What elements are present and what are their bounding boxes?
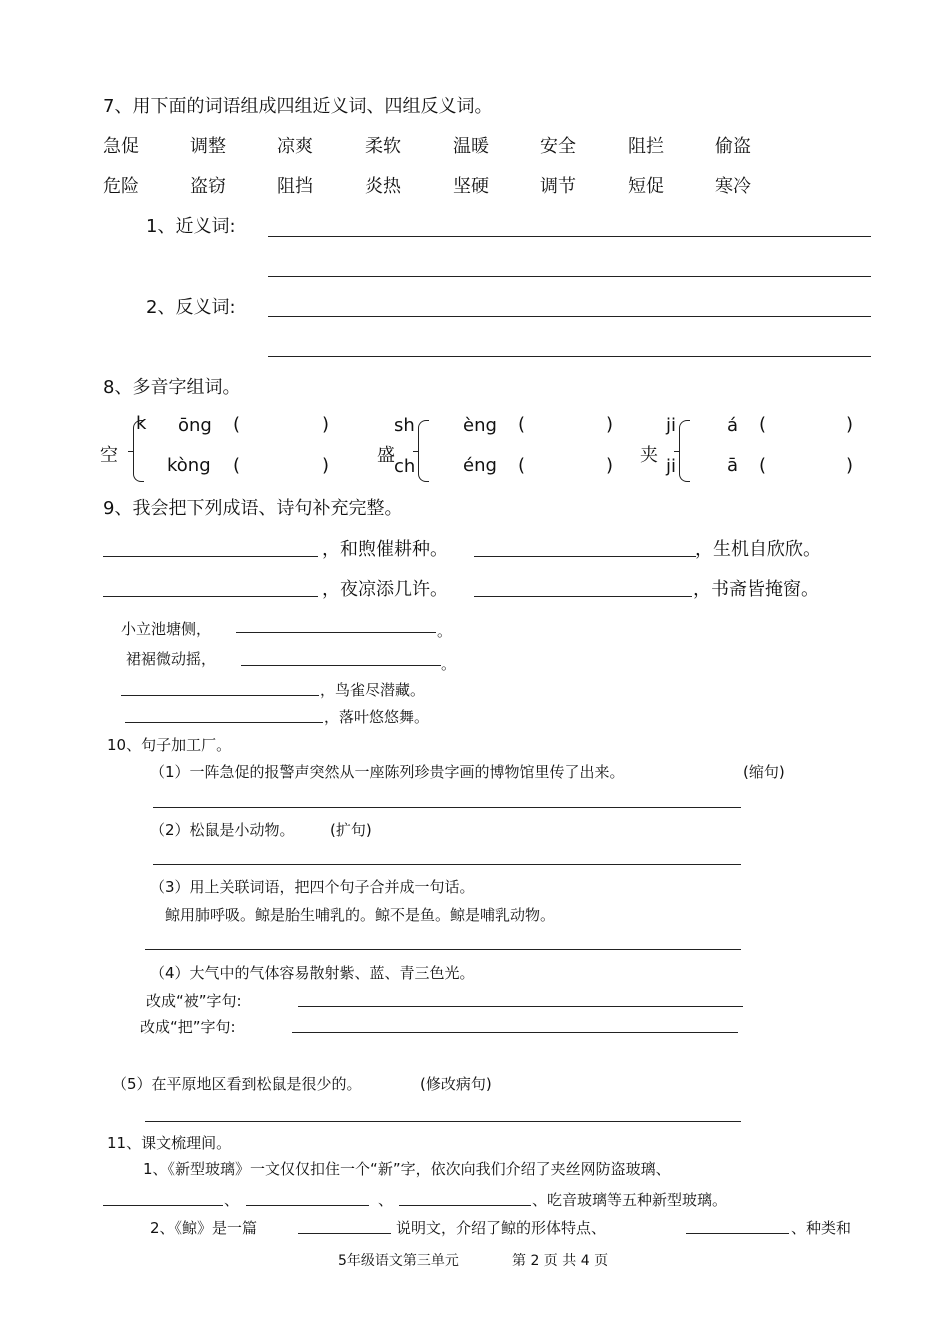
- fill-blank[interactable]: [246, 1205, 369, 1206]
- q11-title: 11、课文梳理间。: [107, 1134, 232, 1152]
- answer-line[interactable]: [153, 864, 741, 865]
- q11-para-2-start: 2、《鲸》是一篇: [150, 1219, 258, 1237]
- fill-blank[interactable]: [399, 1205, 531, 1206]
- pinyin-initial: ji: [666, 456, 677, 477]
- pinyin-final: èng: [463, 415, 497, 436]
- word: 炎热: [365, 176, 401, 197]
- paren-open: (: [233, 455, 241, 476]
- word: 急促: [103, 136, 139, 157]
- word: 温暖: [453, 136, 489, 157]
- paren-open: (: [233, 414, 241, 435]
- pinyin-final: éng: [463, 455, 497, 476]
- word: 安全: [540, 136, 576, 157]
- pinyin-initial: ji: [666, 415, 677, 436]
- word: 调整: [190, 136, 226, 157]
- paren-close: ): [322, 414, 330, 435]
- footer-unit: 5年级语文第三单元: [338, 1253, 459, 1269]
- word: 坚硬: [453, 176, 489, 197]
- paren-close: ): [606, 455, 614, 476]
- antonym-label: 2、反义词:: [146, 297, 236, 318]
- idiom-blank[interactable]: [474, 596, 692, 597]
- bei-label: 改成“被”字句:: [146, 992, 242, 1010]
- polyphone-char: 盛: [377, 445, 395, 466]
- word: 调节: [540, 176, 576, 197]
- poem-line: ，落叶悠悠舞。: [324, 708, 430, 726]
- bei-answer-line[interactable]: [298, 1006, 743, 1007]
- pinyin-initial: sh: [394, 415, 415, 436]
- pinyin-initial: ch: [394, 456, 416, 477]
- word: 短促: [628, 176, 664, 197]
- idiom-text: ，生机自欣欣。: [695, 539, 821, 560]
- fill-blank[interactable]: [686, 1233, 789, 1234]
- polyphone-char: 空: [100, 445, 118, 466]
- q11-para-1-end: 、吃音玻璃等五种新型玻璃。: [532, 1191, 728, 1209]
- sentence-2-tag: (扩句): [330, 821, 372, 839]
- antonym-answer-line-2[interactable]: [268, 356, 871, 357]
- idiom-text: ，书斋皆掩窗。: [693, 579, 819, 600]
- sentence-1: （1）一阵急促的报警声突然从一座陈列珍贵字画的博物馆里传了出来。: [150, 763, 625, 781]
- ba-label: 改成“把”字句:: [140, 1018, 236, 1036]
- brace-icon: [679, 420, 690, 482]
- word: 寒冷: [715, 176, 751, 197]
- paren-close: ): [606, 414, 614, 435]
- sentence-3: （3）用上关联词语，把四个句子合并成一句话。: [150, 878, 475, 896]
- word: 危险: [103, 176, 139, 197]
- fill-blank[interactable]: [298, 1233, 391, 1234]
- poem-period: 。: [441, 655, 457, 673]
- word: 凉爽: [277, 136, 313, 157]
- word: 柔软: [365, 136, 401, 157]
- brace-icon: [418, 420, 429, 482]
- poem-blank[interactable]: [125, 722, 323, 723]
- synonym-answer-line-1[interactable]: [268, 236, 871, 237]
- sentence-2: （2）松鼠是小动物。: [150, 821, 295, 839]
- pinyin-final: ā: [727, 455, 739, 476]
- sentence-1-tag: (缩句): [743, 763, 785, 781]
- sentence-5: （5）在平原地区看到松鼠是很少的。: [112, 1075, 362, 1093]
- poem-line: ，鸟雀尽潜藏。: [320, 681, 426, 699]
- q8-title: 8、多音字组词。: [103, 377, 241, 398]
- poem-line: 小立池塘侧，: [121, 620, 212, 638]
- antonym-answer-line-1[interactable]: [268, 316, 871, 317]
- pinyin-final: á: [727, 415, 739, 436]
- separator: 、: [224, 1191, 240, 1209]
- poem-blank[interactable]: [236, 632, 436, 633]
- word: 阻拦: [628, 136, 664, 157]
- fill-blank[interactable]: [103, 1205, 223, 1206]
- q11-para-1: 1、《新型玻璃》一文仅仅扣住一个“新”字，依次向我们介绍了夹丝网防盗玻璃、: [143, 1160, 671, 1178]
- paren-open: (: [518, 414, 526, 435]
- idiom-text: ，夜凉添几许。: [322, 579, 448, 600]
- answer-line[interactable]: [145, 949, 741, 950]
- answer-line[interactable]: [145, 1121, 741, 1122]
- sentence-3-text: 鲸用肺呼吸。鲸是胎生哺乳的。鲸不是鱼。鲸是哺乳动物。: [165, 906, 556, 924]
- polyphone-char: 夹: [640, 445, 658, 466]
- paren-close: ): [846, 455, 854, 476]
- q9-title: 9、我会把下列成语、诗句补充完整。: [103, 498, 403, 519]
- pinyin-initial: k: [136, 413, 147, 434]
- idiom-blank[interactable]: [103, 556, 318, 557]
- paren-open: (: [759, 455, 767, 476]
- q10-title: 10、句子加工厂。: [107, 736, 232, 754]
- poem-blank[interactable]: [241, 665, 441, 666]
- pinyin: kòng: [167, 455, 211, 476]
- paren-open: (: [759, 414, 767, 435]
- synonym-label: 1、近义词:: [146, 216, 236, 237]
- sentence-5-tag: (修改病句): [420, 1075, 492, 1093]
- idiom-blank[interactable]: [474, 556, 696, 557]
- poem-period: 。: [437, 622, 453, 640]
- idiom-blank[interactable]: [103, 596, 318, 597]
- answer-line[interactable]: [153, 807, 741, 808]
- pinyin-final: ōng: [178, 415, 212, 436]
- poem-blank[interactable]: [121, 695, 319, 696]
- footer-page-number: 第 2 页 共 4 页: [512, 1253, 609, 1269]
- word: 盗窃: [190, 176, 226, 197]
- ba-answer-line[interactable]: [292, 1032, 738, 1033]
- q11-para-2-end: 、种类和: [791, 1219, 852, 1237]
- poem-line: 裙裾微动摇，: [126, 650, 217, 668]
- paren-close: ): [846, 414, 854, 435]
- paren-open: (: [518, 455, 526, 476]
- synonym-answer-line-2[interactable]: [268, 276, 871, 277]
- sentence-4: （4）大气中的气体容易散射紫、蓝、青三色光。: [150, 964, 475, 982]
- word: 阻挡: [277, 176, 313, 197]
- idiom-text: ，和煦催耕种。: [322, 539, 448, 560]
- separator: 、: [378, 1191, 394, 1209]
- paren-close: ): [322, 455, 330, 476]
- word: 偷盗: [715, 136, 751, 157]
- q11-para-2-mid: 说明文，介绍了鲸的形体特点、: [396, 1219, 607, 1237]
- q7-title: 7、用下面的词语组成四组近义词、四组反义词。: [103, 96, 493, 117]
